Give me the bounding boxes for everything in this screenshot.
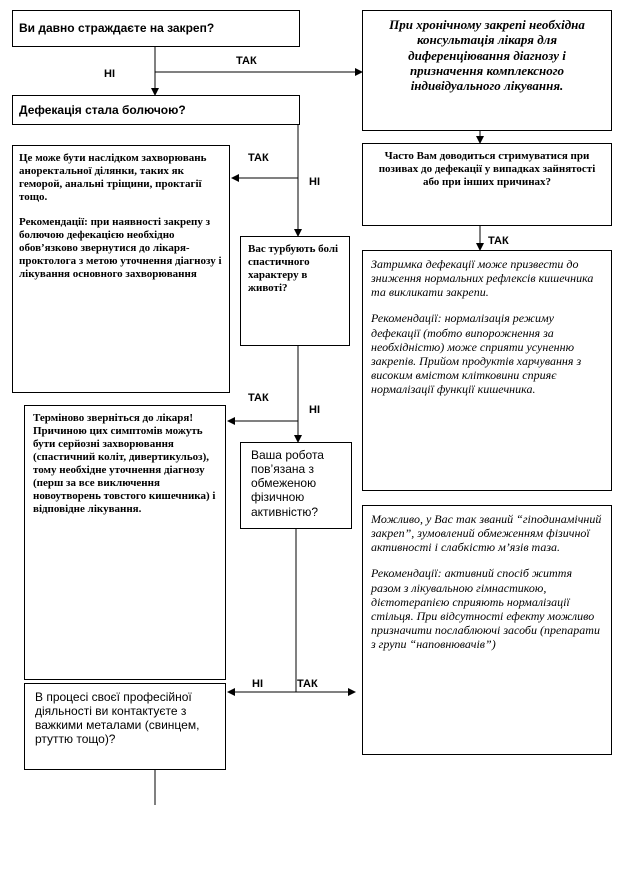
result-box-urgent-doctor [24,405,226,680]
result-text: При хронічному закрепі необхідна консультація лікаря для диференціювання діагнозу і призначення комплексного індивідуального лікування. [389,17,585,94]
recommendation-text: Рекомендації: активний спосіб життя разом з лікувальною гімнастикою, дієтотерапією сприяють нормалізації стільця. При відсутності ефекту можливо призначити послаблюючі засоби (препарати з групи “наповнювачів”) [371,566,600,652]
question-text: Ви давно страждаєте на закреп? [19,21,215,36]
result-text: Це може бути наслідком захворювань аноректальної ділянки, таких як геморой, анальні тріщини, проктагії тощо. [19,152,207,203]
question-box-limited-activity [240,442,352,529]
connector-q1-yes [155,47,362,72]
connector-q3-yes [228,346,298,421]
no-label: НІ [309,176,320,188]
result-text: Затримка дефекації може призвести до зниження нормальних рефлексів кишечника та викликати закрепи. [371,257,594,300]
recommendation-text: Рекомендації: при наявності закрепу з болючою дефекацією необхідно обов’язково звернутися до лікаря-проктолога з метою уточнення діагнозу і лікування основного захворювання [19,215,222,280]
recommendation-text: Рекомендації: нормалізація режиму дефекації (тобто випорожнення за необхідністю) може сприяти усуненню закрепів. Прийом продуктів харчування з високим вмістом клітковини сприяє нормалізації функції кишечника. [371,311,582,397]
yes-label: ТАК [488,235,509,247]
result-box-delayed-defecation [362,250,612,491]
yes-label: ТАК [297,678,318,690]
question-text: Ваша робота пов’язана з обмеженою фізичною активністю? [251,448,324,519]
question-box-painful-defecation [12,95,300,125]
result-text: Терміново зверніться до лікаря! Причиною цих симптомів можуть бути серйозні захворювання (спастичний коліт, дивертикульоз), тому необхідне уточнення діагнозу (перш за все виключення новоутворень товстого кишечника) і відповідне лікування. [33,412,216,515]
no-label: НІ [309,404,320,416]
question-box-suppress-urge [362,143,612,226]
result-text: Можливо, у Вас так званий “гіподинамічний закреп”, зумовлений обмеженням фізичної активності і слабкістю м’язів таза. [371,512,602,555]
question-text: В процесі своєї професійної діяльності ви контактуєте з важкими металами (свинцем, ртуттю тощо)? [35,690,200,747]
no-label: НІ [104,68,115,80]
result-box-chronic-consult [362,10,612,131]
question-text: Дефекація стала болючою? [19,102,186,117]
question-box-spastic-pain [240,236,350,346]
yes-label: ТАК [248,392,269,404]
result-box-anorectal [12,145,230,393]
question-text: Вас турбують болі спастичного характеру в животі? [248,243,339,294]
question-box-heavy-metals [24,683,226,770]
yes-label: ТАК [248,152,269,164]
no-label: НІ [252,678,263,690]
result-box-hypodynamic [362,505,612,755]
yes-label: ТАК [236,55,257,67]
question-text: Часто Вам доводиться стримуватися при позивах до дефекації у випадках зайнятості або при інших причинах? [378,150,596,188]
question-box-long-constipation [12,10,300,47]
